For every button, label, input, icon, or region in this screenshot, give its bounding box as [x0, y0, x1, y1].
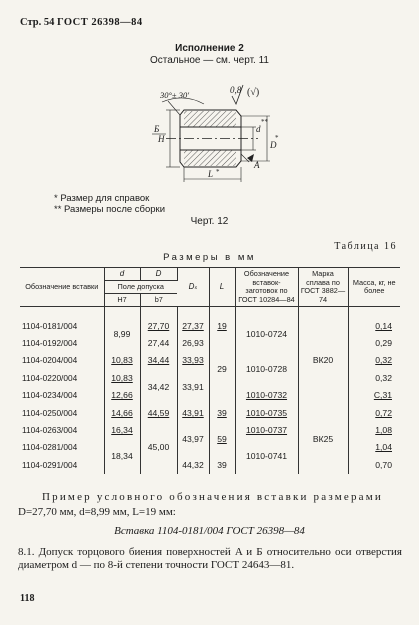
label-outer-d: D [270, 140, 277, 150]
table-cell: 43,97 [177, 421, 209, 456]
label-d: d [256, 124, 261, 134]
table-cell: 1010-0728 [235, 352, 298, 387]
table-cell: 0,14 [375, 320, 392, 331]
col-h7: H7 [104, 294, 140, 307]
table-cell: ВК20 [298, 307, 348, 404]
table-cell: 1010-0737 [235, 421, 298, 438]
label-b: Б [154, 124, 160, 134]
table-cell: 1104-0263/004 [20, 421, 104, 438]
table-cell: 1010-0732 [235, 387, 298, 404]
table-cell: 14,66 [104, 404, 140, 421]
table-cell: 33,93 [177, 352, 209, 369]
col-ds: Dₛ [177, 268, 209, 307]
table-cell: 8,99 [104, 307, 140, 352]
table-cell: 1,08 [375, 425, 392, 436]
table-cell: 1104-0192/004 [20, 334, 104, 351]
sizes-table [20, 267, 400, 474]
upper-section-hatch [184, 111, 236, 127]
table-cell: 1104-0250/004 [20, 404, 104, 421]
table-row [20, 404, 400, 421]
table-cell: 1010-0724 [235, 307, 298, 352]
table-cell: 1,04 [375, 442, 392, 453]
table-cell: 27,70 [140, 307, 177, 335]
mark-outer-d: * [275, 134, 279, 142]
table-label: Таблица 16 [334, 241, 397, 252]
example-values: D=27,70 мм, d=8,99 мм, L=19 мм: [18, 506, 176, 518]
mark-d: ** [261, 118, 268, 126]
table-cell: 12,66 [104, 387, 140, 404]
label-l: L [208, 169, 214, 179]
table-cell: 0,72 [375, 407, 392, 418]
label-a: A [254, 160, 260, 170]
col-l: L [209, 268, 235, 307]
table-cell: 39 [209, 404, 235, 421]
execution-subtitle: Остальное — см. черт. 11 [149, 55, 269, 66]
chamfer-label: 30°± 30' [160, 90, 190, 100]
table-cell: 45,00 [140, 421, 177, 473]
col-b7: b7 [140, 294, 177, 307]
table-cell: ВК25 [298, 404, 348, 474]
table-cell: 10,83 [104, 352, 140, 369]
table-cell: 16,34 [104, 421, 140, 438]
execution-title: Исполнение 2 [175, 43, 244, 54]
page-header [20, 17, 143, 28]
table-cell: 0,70 [375, 459, 392, 470]
page-number: 118 [20, 593, 35, 604]
col-alloy: Марка сплава по ГОСТ 3882—74 [298, 268, 348, 307]
standard-number: ГОСТ 26398—84 [56, 17, 143, 28]
table-cell: 39 [209, 456, 235, 473]
table-cell: 1010-0741 [235, 439, 298, 474]
table-cell: 1104-0281/004 [20, 439, 104, 456]
table-cell: 19 [209, 307, 235, 335]
footnote-assembly: ** Размеры после сборки [54, 204, 166, 215]
col-d: d [104, 268, 140, 281]
table-cell: 34,42 [140, 369, 177, 404]
roughness-paren: (√) [247, 87, 260, 98]
table-cell: С,31 [373, 390, 392, 401]
col-designation: Обозначение вставки [20, 268, 104, 307]
col-mass: Масса, кг, не более [348, 268, 400, 307]
table-cell: 1104-0234/004 [20, 387, 104, 404]
table-cell: 27,37 [177, 307, 209, 335]
example-lead: Пример условного обозначения вставки размерами [42, 491, 383, 503]
col-tolerance: Поле допуска [104, 281, 177, 294]
table-cell: 0,32 [375, 355, 392, 366]
label-h: H [158, 134, 165, 144]
table-cell: 10,83 [104, 369, 140, 386]
table-cell: 33,91 [177, 369, 209, 404]
table-cell: 34,44 [140, 352, 177, 369]
table-cell: 0,32 [375, 372, 392, 383]
table-cell: 44,59 [140, 404, 177, 421]
table-cell: 1104-0291/004 [20, 456, 104, 473]
table-cell: 1104-0220/004 [20, 369, 104, 386]
table-cell: 1104-0204/004 [20, 352, 104, 369]
table-cell: 59 [209, 421, 235, 456]
table-row [20, 307, 400, 335]
table-cell: 1010-0735 [235, 404, 298, 421]
table-cell: 43,91 [177, 404, 209, 421]
table-cell: 0,29 [375, 338, 392, 349]
roughness-value: 0,8 [230, 85, 242, 95]
footnote-reference: * Размер для справок [54, 193, 150, 204]
tolerance-paragraph: 8.1. Допуск торцового биения поверхностей A и Б относительно оси отверстия диаметром d — по 8-й степени точности ГОСТ 24643—81. [18, 546, 402, 571]
table-cell: 44,32 [177, 456, 209, 473]
sizes-title: Размеры в мм [163, 252, 256, 263]
lower-section-hatch [184, 150, 236, 166]
table-cell: 1104-0181/004 [20, 307, 104, 335]
insert-drawing [108, 76, 308, 188]
table-cell: 27,44 [140, 334, 177, 351]
table-cell: 26,93 [177, 334, 209, 351]
example-designation: Вставка 1104-0181/004 ГОСТ 26398—84 [114, 525, 305, 537]
table-cell: 29 [209, 334, 235, 404]
footnotes [54, 193, 165, 215]
mark-l: * [216, 168, 220, 176]
table-cell: 18,34 [104, 439, 140, 474]
col-outer-d: D [140, 268, 177, 281]
col-insert-blank: Обозначение вставок-заготовок по ГОСТ 10284—84 [235, 268, 298, 307]
figure-caption: Черт. 12 [190, 216, 229, 227]
page-label: Стр. 54 [20, 17, 55, 28]
